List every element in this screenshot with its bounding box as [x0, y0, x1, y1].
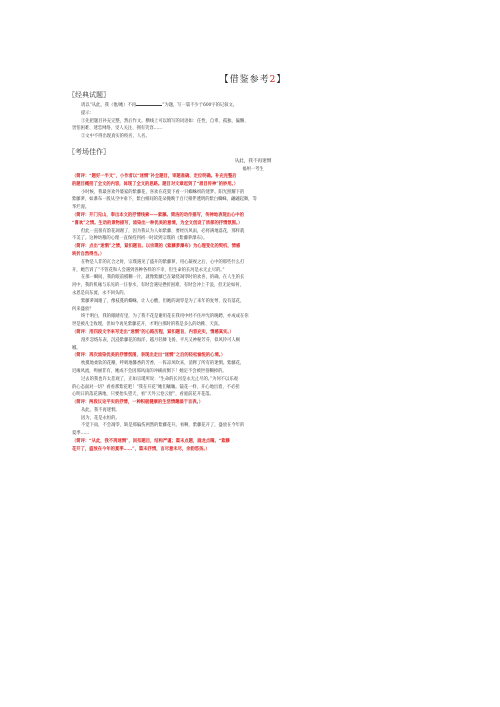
- essay-line: 娜。: [72, 345, 81, 351]
- essay-line: 过去的我也许太悲观了，正如宗璞所说：“生命的长河是永无止尽的。”为何不以乐观: [81, 376, 238, 382]
- commentary-line: 花开了，盛放在今年的夏季……”，篇末抒情，言尽意未尽，余韵悠扬。）: [72, 446, 210, 452]
- essay-line: 漫步忽烙东表，沉浸紫藤花的海洋，越月轻舞飞扬，平凡又神秘芳芬，似风铃可人桐: [81, 337, 240, 343]
- essay-line: 夏季……: [72, 431, 90, 437]
- essay-line: 终于明白，我的眼睛有里，为了我不花是谢用花在我用中经不住冲光的晚聘，亦成成在你: [81, 314, 249, 320]
- essay-title: 从此，我不再迷惘: [234, 158, 272, 164]
- essay-line: 枕摸地柔软的花瓣，呼吸地馨香的芳香，一阵凉风吹来，消释了所有的迷惘。紫藤花，: [81, 361, 245, 367]
- essay-body: [72, 173, 434, 454]
- title-number: 2: [269, 75, 277, 85]
- essay-line: 不觉下雨，不会凋零，缺是那偏伤两然的紫藤花开。看啊，紫藤花开了，盛放在今年的: [81, 423, 245, 429]
- document-page: [68, 72, 434, 454]
- commentary-line: 转折自然得当。）: [72, 251, 105, 257]
- commentary-line: （简评：点出“迷惘”之情，紧扣题旨。以宗璞的《紫藤萝瀑布》为心理变化的契机，情感: [72, 244, 241, 250]
- prompt-part-b: ”为题，写一篇不少于600字的记叙文。: [162, 103, 238, 108]
- commentary-line: （简评：开门见山，奉出本文的抒情线索——紫藤。简洁的动作描写，传神地表现出心中的: [72, 212, 244, 218]
- essay-line: 河中，我的机缘与乐见的一汪春水，有时会遇见挫折困难，有时会冲上千浪，但无论如何，: [72, 283, 244, 289]
- essay-line: 华烂漫。: [72, 205, 90, 211]
- commentary-line: （简评：“题好一半文”，小作者以“迷惘”补全题目，审题准确、定位明确。补充完整后: [72, 173, 237, 179]
- commentary-line: （简评：用四段文字来写走出“迷惘”的心路历程，紧扣题旨，内容充实，情感真实。）: [72, 329, 234, 335]
- exam-prompt: [72, 101, 434, 110]
- essay-line: 小时候，我最喜欢外婆家的紫藤花，喜欢在花架下看一只蜘蛛织的迷梦。阳光照耀下的: [81, 189, 245, 195]
- tip-1: ①先把题目补充完整，然后作文。横线上可以填写的词语如：任性、自卑、孤独、偏懒、: [81, 118, 249, 124]
- commentary-line: （简评：“从此，我不再迷惘”，回扣题目，结构严谨；篇末点题，画龙点睛。“紫藤: [72, 439, 230, 445]
- prompt-part-a: 请以“从此，我（他/她）不再: [81, 103, 137, 108]
- essay-line: 开，她告诉了“不管花和人会遇到各种各样的不幸，但生命的长河是永无止尽的。”: [72, 267, 225, 273]
- tip-label: 提示：: [81, 110, 94, 116]
- essay-line: 心明日的落花满地，只要抬头望天，看“天外云卷云舒”，看庭前花开花落。: [72, 392, 214, 398]
- commentary-line: （简评：再次渲染优美的抒情氛围，表现出走出“迷惘”之后的轻松愉悦的心境。）: [72, 353, 226, 359]
- essay-line: 世是被凡尘收埋，但如今再见紫藤花开，才明白那时的我是多么的幼稚、天真。: [72, 322, 223, 328]
- essay-line: 在物是人非的瓦合之时，宗璞遇见了盛开的紫藤萝，用心凝视之后，心中的那些什么打: [81, 259, 245, 265]
- essay-line: 从此，我不再迷惘。: [81, 407, 120, 413]
- section-heading-essay: 〖考场佳作〗: [68, 147, 110, 156]
- essay-line: 紫藤萝凋谢了，像枝蔓的蜘蛛，让人心酸，但她的凋零是为了来年的复萼，没有落花，: [81, 298, 245, 304]
- essay-line: 在那一瞬间，我的眼前模糊一片，就像紫藤已在紧绕凋零时的欢喜，的确，在人生的长: [81, 275, 245, 281]
- commentary-line: （简评：两段议论平实的抒情，一种积极健康的生活情趣溢于言表。）: [72, 400, 204, 406]
- essay-line: 但此一直很有韵花凋谢了，因为我认为人如紫藤，要经历风雨，必将满地落花，那样就: [81, 228, 245, 234]
- essay-line: 不美了。这种幼稚的心理一直保持到初一时读到宗璞的《紫藤萝瀑布》。: [72, 236, 208, 242]
- tip-2: ②文中不得出现真实的校名、人名。: [81, 134, 150, 140]
- page-title: [72, 72, 434, 85]
- essay-line: 的心态面对一切？看看那紫花吧！“我在开花”她们嚷嚷。镜花一样，开心地出着，不必担: [72, 384, 240, 390]
- title-prefix: 【借鉴参考: [219, 75, 270, 85]
- essay-line: 永恩是向东流，永不回头的。: [72, 290, 128, 296]
- commentary-line: “喜欢”之情。生动的景物描写，渲染出一种优美的意境，为全文创设了浓郁的抒情氛围。）: [72, 220, 243, 226]
- tip-1-continued: 害怕困难、迷恋网络、受人关注、拥有笑容……: [72, 126, 163, 132]
- fill-blank: [136, 101, 162, 106]
- essay-line: 何来盛放？: [72, 306, 94, 312]
- essay-line: 迟缘风流，殉丽非有，她成不会因那风雨的冲刷而倒下！她定不会被世俗糊掉的。: [72, 368, 227, 374]
- title-suffix: 】: [276, 75, 287, 85]
- essay-author: 福州一考生: [242, 166, 264, 172]
- essay-line: 紫藤萝，如瀑布一般从空中垂下，紫白相间的花朵掩映于百尺相伴透明的紫白蜘蛛，翩翩起舞，等: [72, 197, 257, 203]
- essay-line: 因为，花是永恒的。: [81, 415, 120, 421]
- section-heading-exam: 〖经典试题〗: [68, 91, 110, 99]
- commentary-line: 的题目概括了全文的内容，体现了全文的思路。题目对文章起到了“眉目传神”的妙用。）: [72, 181, 239, 187]
